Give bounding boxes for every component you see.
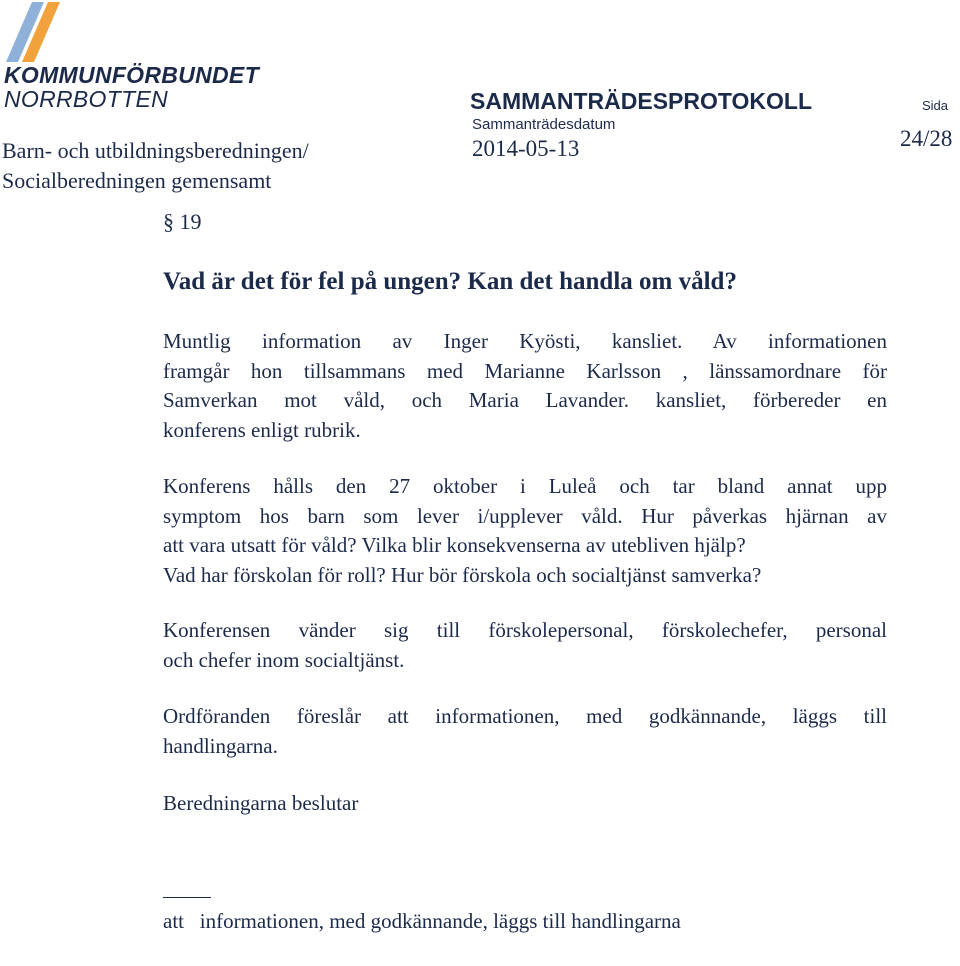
paragraph-number: § 19 (163, 209, 202, 234)
decision-heading (163, 789, 887, 819)
text-line: Konferensen vänder sig till förskolepersonal, förskolechefer, personal (163, 618, 887, 642)
text-line: Konferens hålls den 27 oktober i Luleå och tar bland annat upp (163, 474, 887, 498)
committee-line2: Socialberedningen gemensamt (2, 168, 272, 193)
logo-mark-icon (0, 0, 70, 64)
paragraph-information (163, 327, 887, 445)
text-line: symptom hos barn som lever i/upplever våld. Hur påverkas hjärnan av (163, 503, 887, 528)
committee-line1: Barn- och utbildningsberedningen/ (2, 138, 309, 163)
text-line: handlingarna. (163, 733, 278, 758)
decision-text-line: att informationen, med godkännande, läggs till handlingarna (163, 909, 681, 933)
text-line: Vad har förskolan för roll? Hur bör förskola och socialtjänst samverka? (163, 562, 762, 587)
section-heading: Vad är det för fel på ungen? Kan det handla om våld? (163, 268, 737, 295)
decision-text (163, 848, 887, 966)
text-line: och chefer inom socialtjänst. (163, 647, 405, 672)
decision-heading-text: Beredningarna beslutar (163, 791, 359, 815)
committee-name (2, 136, 309, 196)
meeting-date-label: Sammanträdesdatum (472, 116, 616, 133)
meeting-date-value: 2014-05-13 (472, 136, 580, 161)
text-line: Samverkan mot våld, och Maria Lavander. kansliet, förbereder en (163, 388, 887, 412)
paragraph-proposal (163, 702, 887, 761)
logo-text-line1: KOMMUNFÖRBUNDET (4, 62, 259, 88)
signature-line (163, 897, 211, 898)
text-line: Muntlig information av Inger Kyösti, kansliet. Av informationen (163, 329, 887, 353)
page-label: Sida (922, 98, 949, 113)
logo-text-line2: NORRBOTTEN (4, 86, 168, 112)
text-line: att vara utsatt för våld? Vilka blir konsekvenserna av utebliven hjälp? (163, 533, 746, 557)
text-line: Ordföranden föreslår att informationen, med godkännande, läggs till (163, 704, 887, 728)
paragraph-conference (163, 472, 887, 590)
document-type-title: SAMMANTRÄDESPROTOKOLL (470, 88, 813, 114)
text-line: konferens enligt rubrik. (163, 417, 361, 442)
text-line: framgår hon tillsammans med Marianne Karlsson , länssamordnare för (163, 358, 887, 383)
paragraph-audience (163, 616, 887, 675)
page-number: 24/28 (900, 126, 953, 151)
